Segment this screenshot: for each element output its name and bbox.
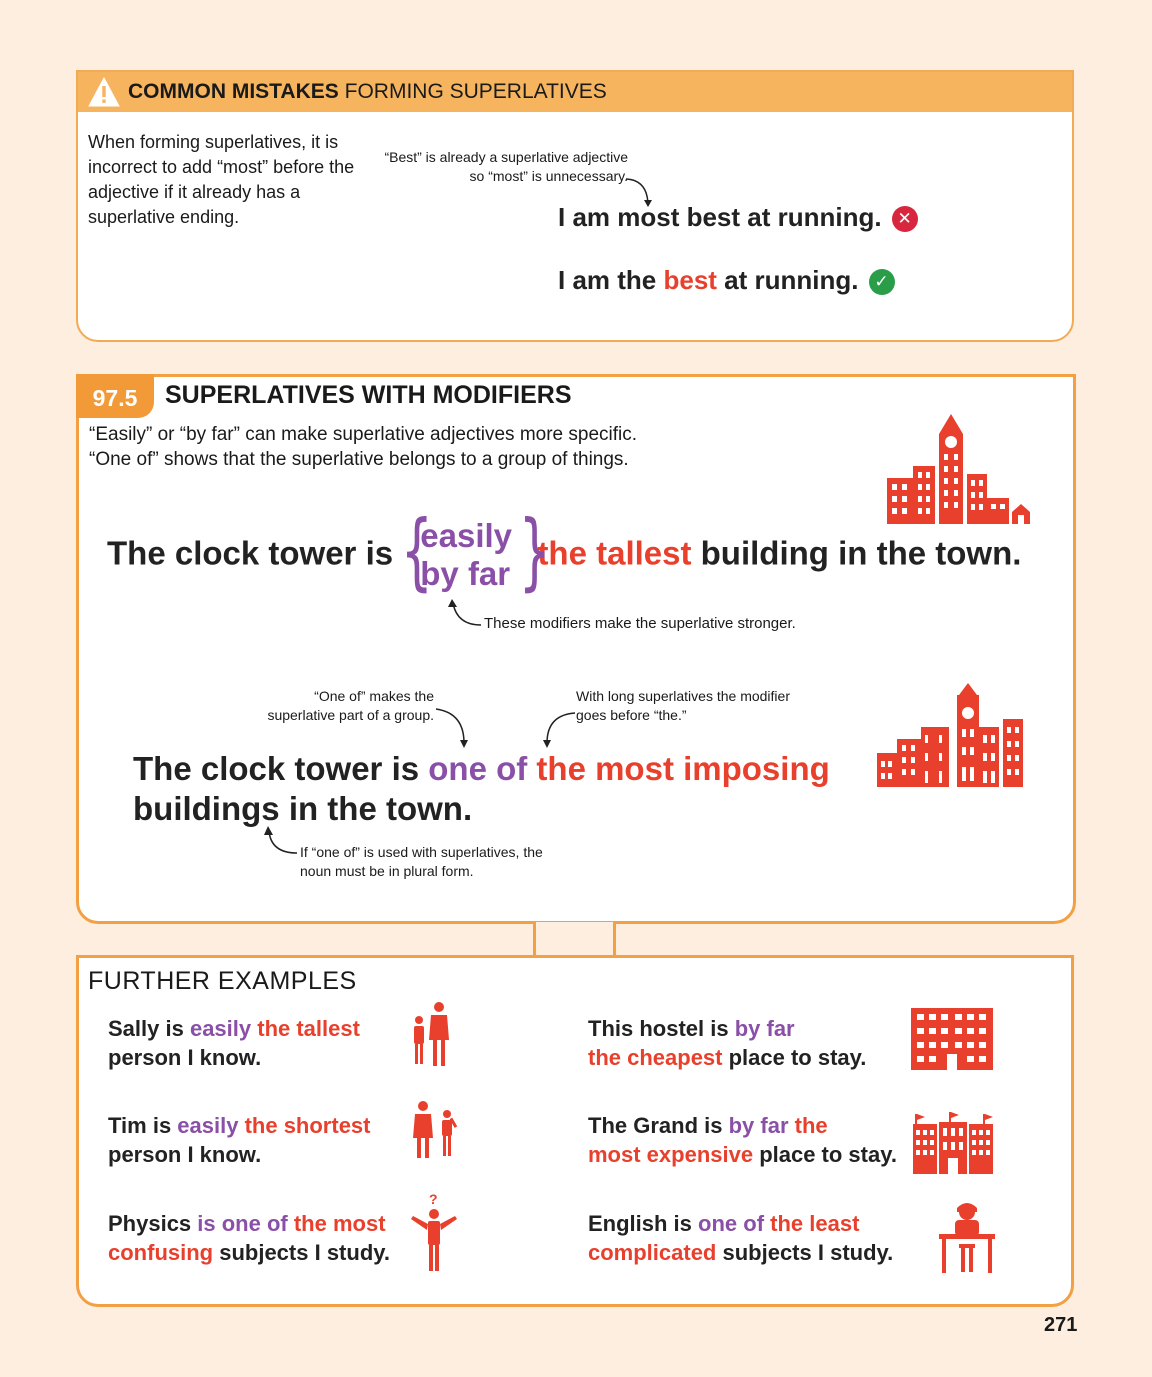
page-number: 271 <box>1044 1314 1078 1336</box>
common-mistakes-header <box>78 72 1072 112</box>
example-sentence-1: The clock tower is { easily by far } the tallest building in the town. <box>107 502 1022 600</box>
long-superlative-arrow <box>539 707 579 752</box>
clock-tower-town-icon <box>884 412 1034 524</box>
hostel-building-icon <box>911 1008 993 1070</box>
student-desk-icon <box>937 1200 997 1274</box>
long-superlative-note: With long superlatives the modifier goes before “the.” <box>576 688 790 723</box>
grand-hotel-icon <box>913 1112 993 1174</box>
right-sentence: I am the best at running. ✓ <box>558 265 895 296</box>
example-english: English is one of the least complicated subjects I study. <box>588 1211 894 1265</box>
connector-left <box>533 922 536 956</box>
modifiers-arrow <box>447 599 487 631</box>
example-grand: The Grand is by far the most expensive place to stay. <box>588 1113 897 1167</box>
wrong-sentence: I am most best at running. ✕ <box>558 202 918 233</box>
example-sentence-2: The clock tower is one of the most imposing buildings in the town. <box>133 750 830 827</box>
example-sally: Sally is easily the tallest person I know. <box>108 1016 360 1070</box>
check-icon: ✓ <box>869 269 895 295</box>
clock-tower-buildings-icon <box>875 683 1025 787</box>
svg-text:?: ? <box>429 1191 438 1207</box>
cross-icon: ✕ <box>892 206 918 232</box>
example-tim: Tim is easily the shortest person I know. <box>108 1113 371 1167</box>
example-physics: Physics is one of the most confusing subjects I study. <box>108 1211 390 1265</box>
modifier-brace: { easily by far } <box>400 502 552 600</box>
section-title: SUPERLATIVES WITH MODIFIERS <box>165 381 572 409</box>
plural-note: If “one of” is used with superlatives, the noun must be in plural form. <box>300 844 543 879</box>
common-mistakes-box <box>76 70 1074 342</box>
example-hostel: This hostel is by far the cheapest place to stay. <box>588 1016 867 1070</box>
common-mistakes-title: COMMON MISTAKES FORMING SUPERLATIVES <box>128 80 607 103</box>
plural-arrow <box>259 825 299 861</box>
one-of-arrow <box>434 707 474 752</box>
section-box <box>76 374 1076 924</box>
connector-gap <box>536 922 616 958</box>
connector-right <box>613 922 616 956</box>
tall-person-icon <box>411 1002 451 1068</box>
further-examples-title: FURTHER EXAMPLES <box>88 967 357 995</box>
common-mistakes-description: When forming superlatives, it is incorrect to add “most” before the adjective if it already has a superlative ending. <box>88 132 355 227</box>
section-intro: “Easily” or “by far” can make superlative adjectives more specific. “One of” shows that the superlative belongs to a group of things. <box>89 424 638 470</box>
warning-icon <box>88 77 120 107</box>
short-person-icon <box>411 1100 461 1160</box>
modifiers-note: These modifiers make the superlative stronger. <box>484 615 796 632</box>
section-number: 97.5 <box>76 374 154 418</box>
one-of-note: “One of” makes the superlative part of a group. <box>267 688 434 723</box>
further-examples-box <box>76 955 1074 1307</box>
confused-person-icon <box>409 1190 459 1274</box>
best-note: “Best” is already a superlative adjective so “most” is unnecessary. <box>384 149 628 184</box>
